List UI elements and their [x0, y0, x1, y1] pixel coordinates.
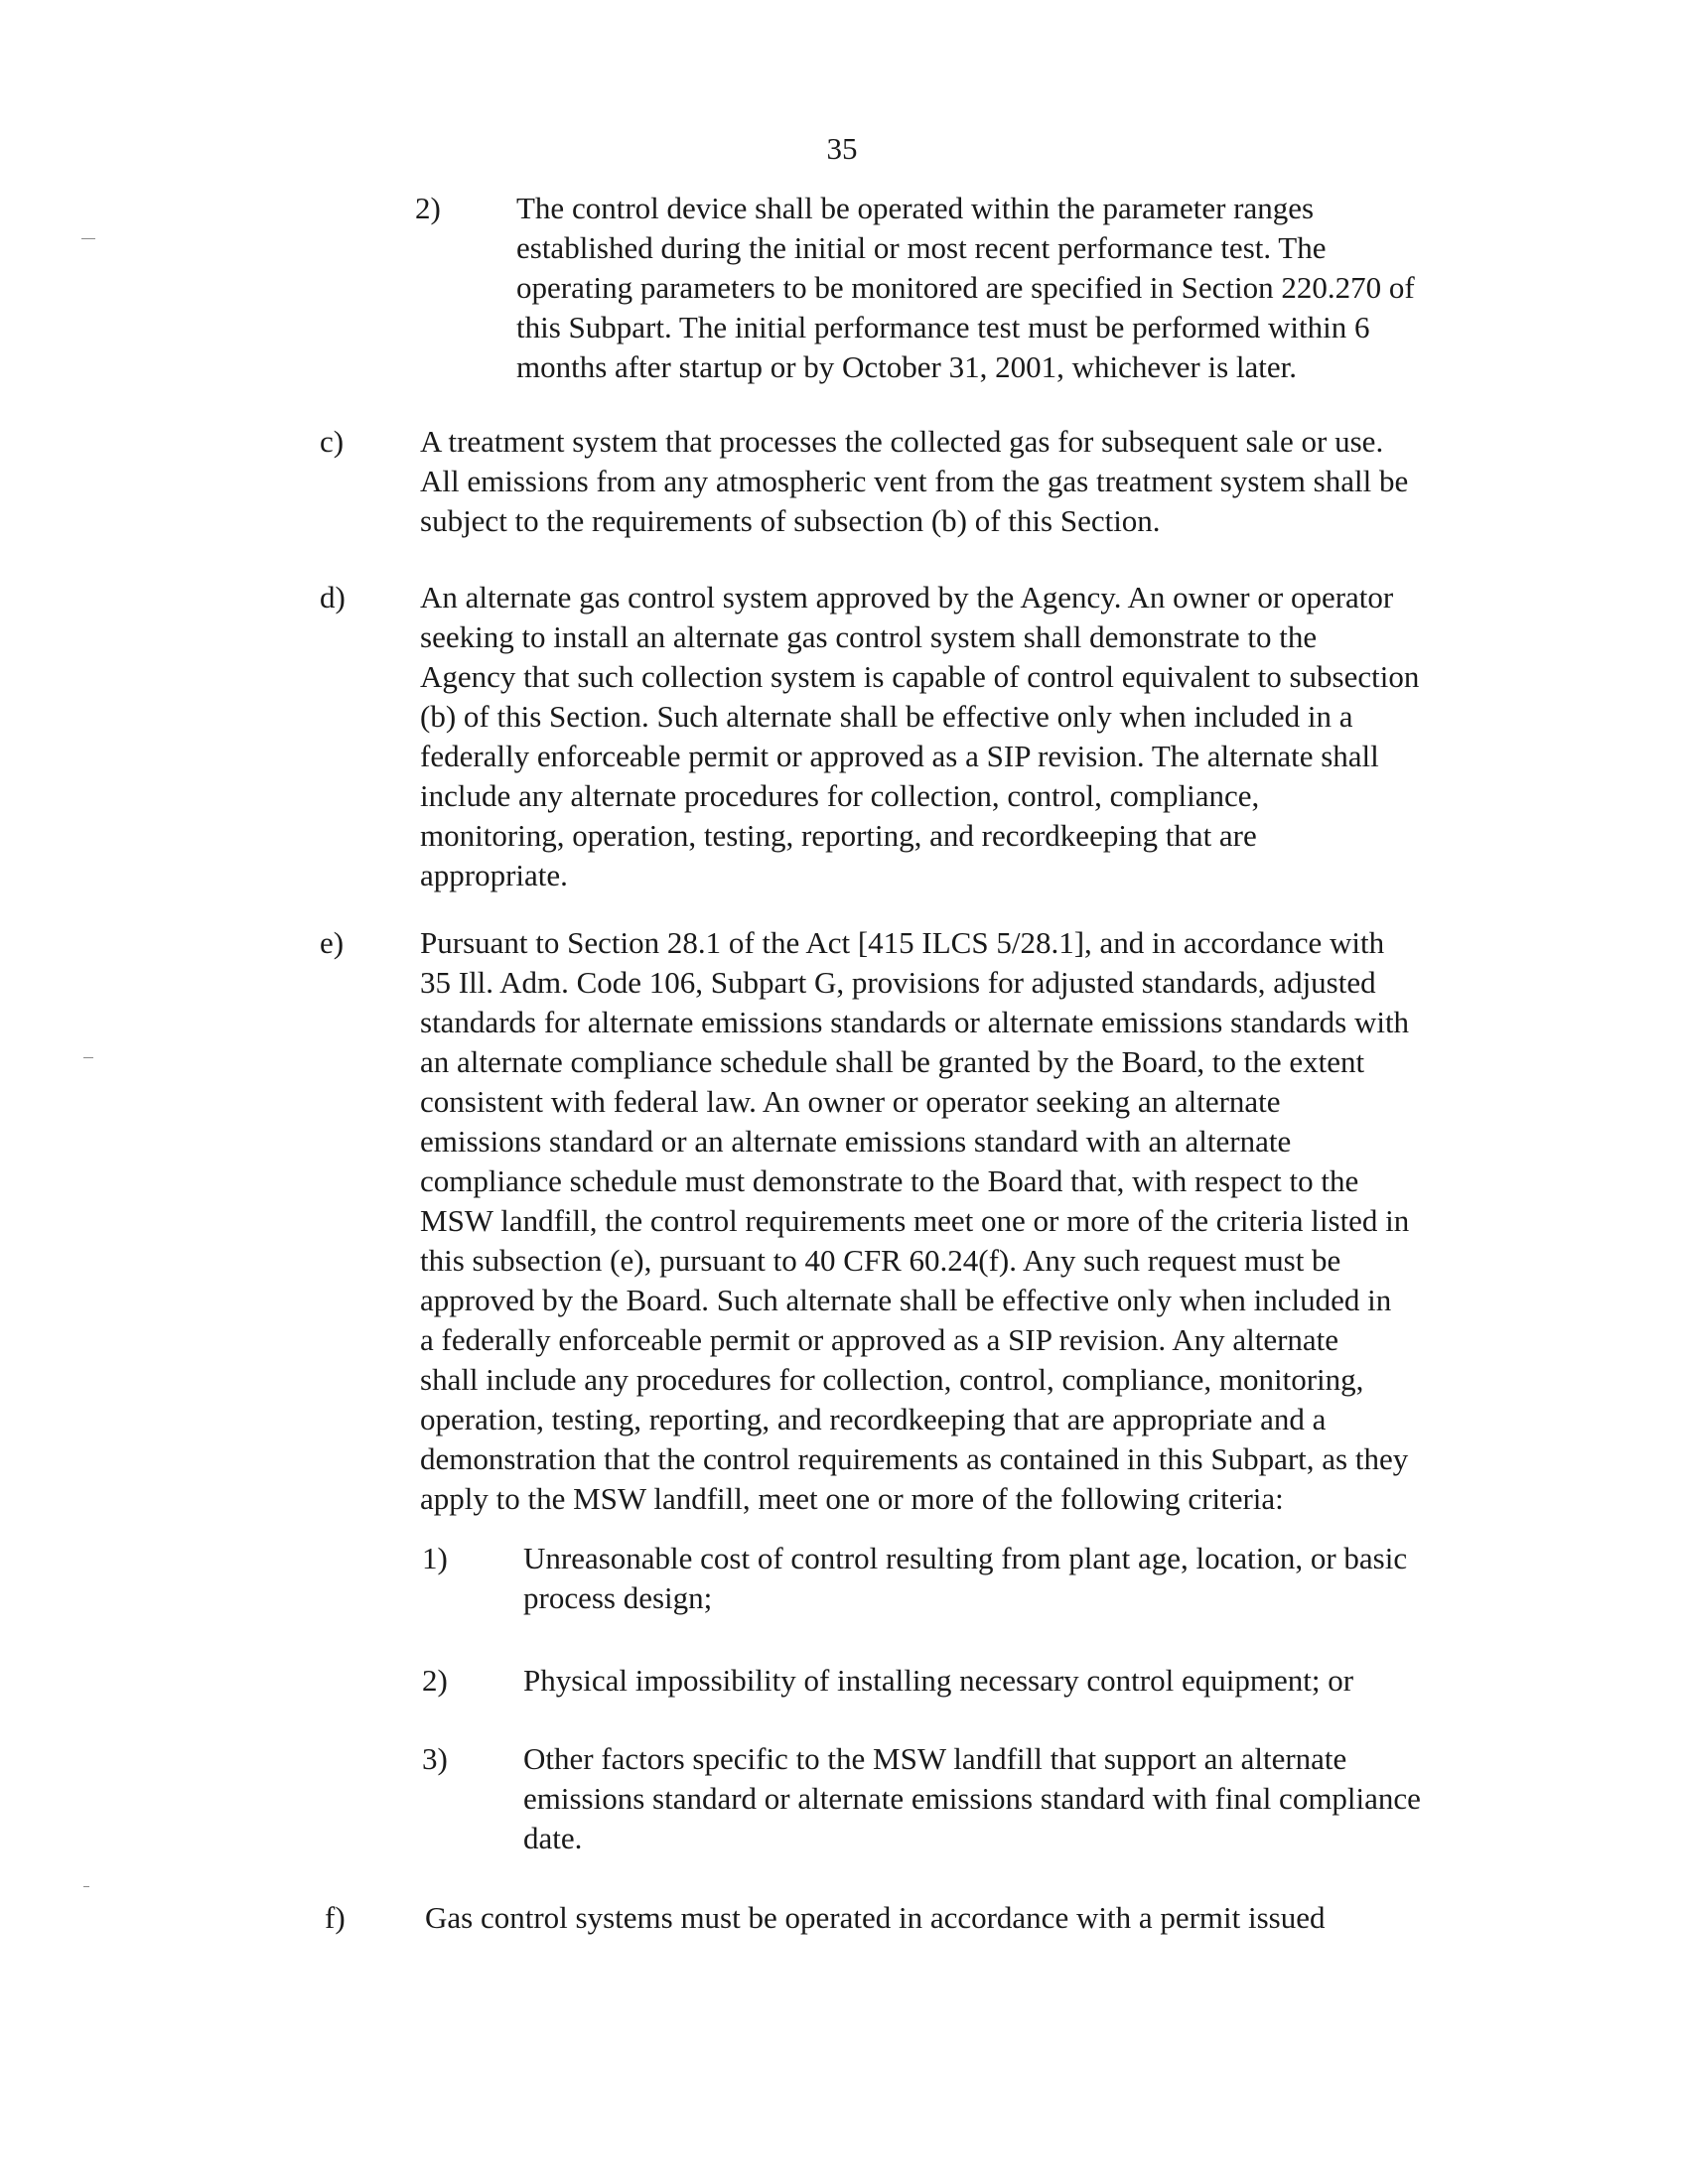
text-line: Gas control systems must be operated in accordance with a permit issued	[425, 1900, 1326, 1935]
scan-mark	[83, 1057, 93, 1058]
page-number: 35	[826, 131, 858, 166]
text-line: An alternate gas control system approved by the Agency. An owner or operator	[420, 580, 1394, 614]
text-line: date.	[523, 1821, 583, 1855]
text-line: monitoring, operation, testing, reporting, and recordkeeping that are	[420, 818, 1257, 853]
item-label: 1)	[422, 1541, 448, 1575]
text-line: operating parameters to be monitored are specified in Section 220.270 of	[516, 270, 1415, 305]
text-line: (b) of this Section. Such alternate shall be effective only when included in a	[420, 699, 1353, 734]
text-line: emissions standard or alternate emissions standard with final compliance	[523, 1781, 1421, 1816]
text-line: A treatment system that processes the collected gas for subsequent sale or use.	[420, 424, 1384, 459]
text-line: seeking to install an alternate gas control system shall demonstrate to the	[420, 619, 1318, 654]
item-text	[523, 1539, 1407, 1618]
text-line: MSW landfill, the control requirements meet one or more of the criteria listed in	[420, 1203, 1410, 1238]
item-label: d)	[320, 580, 346, 614]
text-line: this Subpart. The initial performance test must be performed within 6	[516, 310, 1370, 344]
scan-mark	[83, 1886, 89, 1887]
item-text	[420, 422, 1408, 541]
item-text	[420, 578, 1419, 895]
text-line: federally enforceable permit or approved as a SIP revision. The alternate shall	[420, 739, 1379, 773]
text-line: shall include any procedures for collection, control, compliance, monitoring,	[420, 1362, 1364, 1397]
text-line: apply to the MSW landfill, meet one or more of the following criteria:	[420, 1481, 1284, 1516]
text-line: Physical impossibility of installing necessary control equipment; or	[523, 1663, 1354, 1698]
text-line: months after startup or by October 31, 2001, whichever is later.	[516, 349, 1297, 384]
item-text	[523, 1661, 1353, 1701]
item-label: c)	[320, 424, 345, 459]
text-line: emissions standard or an alternate emissions standard with an alternate	[420, 1124, 1292, 1159]
text-line: 35 Ill. Adm. Code 106, Subpart G, provisions for adjusted standards, adjusted	[420, 965, 1376, 1000]
text-line: consistent with federal law. An owner or operator seeking an alternate	[420, 1084, 1281, 1119]
text-line: subject to the requirements of subsection (b) of this Section.	[420, 503, 1161, 538]
item-label: 3)	[422, 1741, 448, 1776]
item-label: 2)	[422, 1663, 448, 1698]
text-line: appropriate.	[420, 858, 568, 892]
item-text	[425, 1898, 1326, 1938]
scan-mark	[81, 238, 95, 239]
text-line: Pursuant to Section 28.1 of the Act [415 ILCS 5/28.1], and in accordance with	[420, 925, 1385, 960]
item-text	[523, 1739, 1421, 1858]
text-line: operation, testing, reporting, and recordkeeping that are appropriate and a	[420, 1402, 1327, 1436]
text-line: demonstration that the control requirements as contained in this Subpart, as they	[420, 1441, 1409, 1476]
text-line: a federally enforceable permit or approved as a SIP revision. Any alternate	[420, 1322, 1339, 1357]
item-label: f)	[325, 1900, 346, 1935]
text-line: this subsection (e), pursuant to 40 CFR 60.24(f). Any such request must be	[420, 1243, 1341, 1278]
text-line: All emissions from any atmospheric vent from the gas treatment system shall be	[420, 464, 1409, 498]
text-line: The control device shall be operated within the parameter ranges	[516, 191, 1315, 225]
text-line: Unreasonable cost of control resulting from plant age, location, or basic	[523, 1541, 1408, 1575]
text-line: Agency that such collection system is capable of control equivalent to subsection	[420, 659, 1420, 694]
item-label: e)	[320, 925, 345, 960]
text-line: an alternate compliance schedule shall be granted by the Board, to the extent	[420, 1044, 1365, 1079]
text-line: compliance schedule must demonstrate to the Board that, with respect to the	[420, 1163, 1359, 1198]
item-label: 2)	[415, 191, 441, 225]
text-line: process design;	[523, 1580, 713, 1615]
text-line: approved by the Board. Such alternate shall be effective only when included in	[420, 1283, 1392, 1317]
text-line: standards for alternate emissions standards or alternate emissions standards with	[420, 1005, 1410, 1039]
item-text	[516, 189, 1415, 387]
text-line: established during the initial or most recent performance test. The	[516, 230, 1327, 265]
text-line: include any alternate procedures for collection, control, compliance,	[420, 778, 1260, 813]
item-text	[420, 923, 1409, 1519]
text-line: Other factors specific to the MSW landfill that support an alternate	[523, 1741, 1347, 1776]
